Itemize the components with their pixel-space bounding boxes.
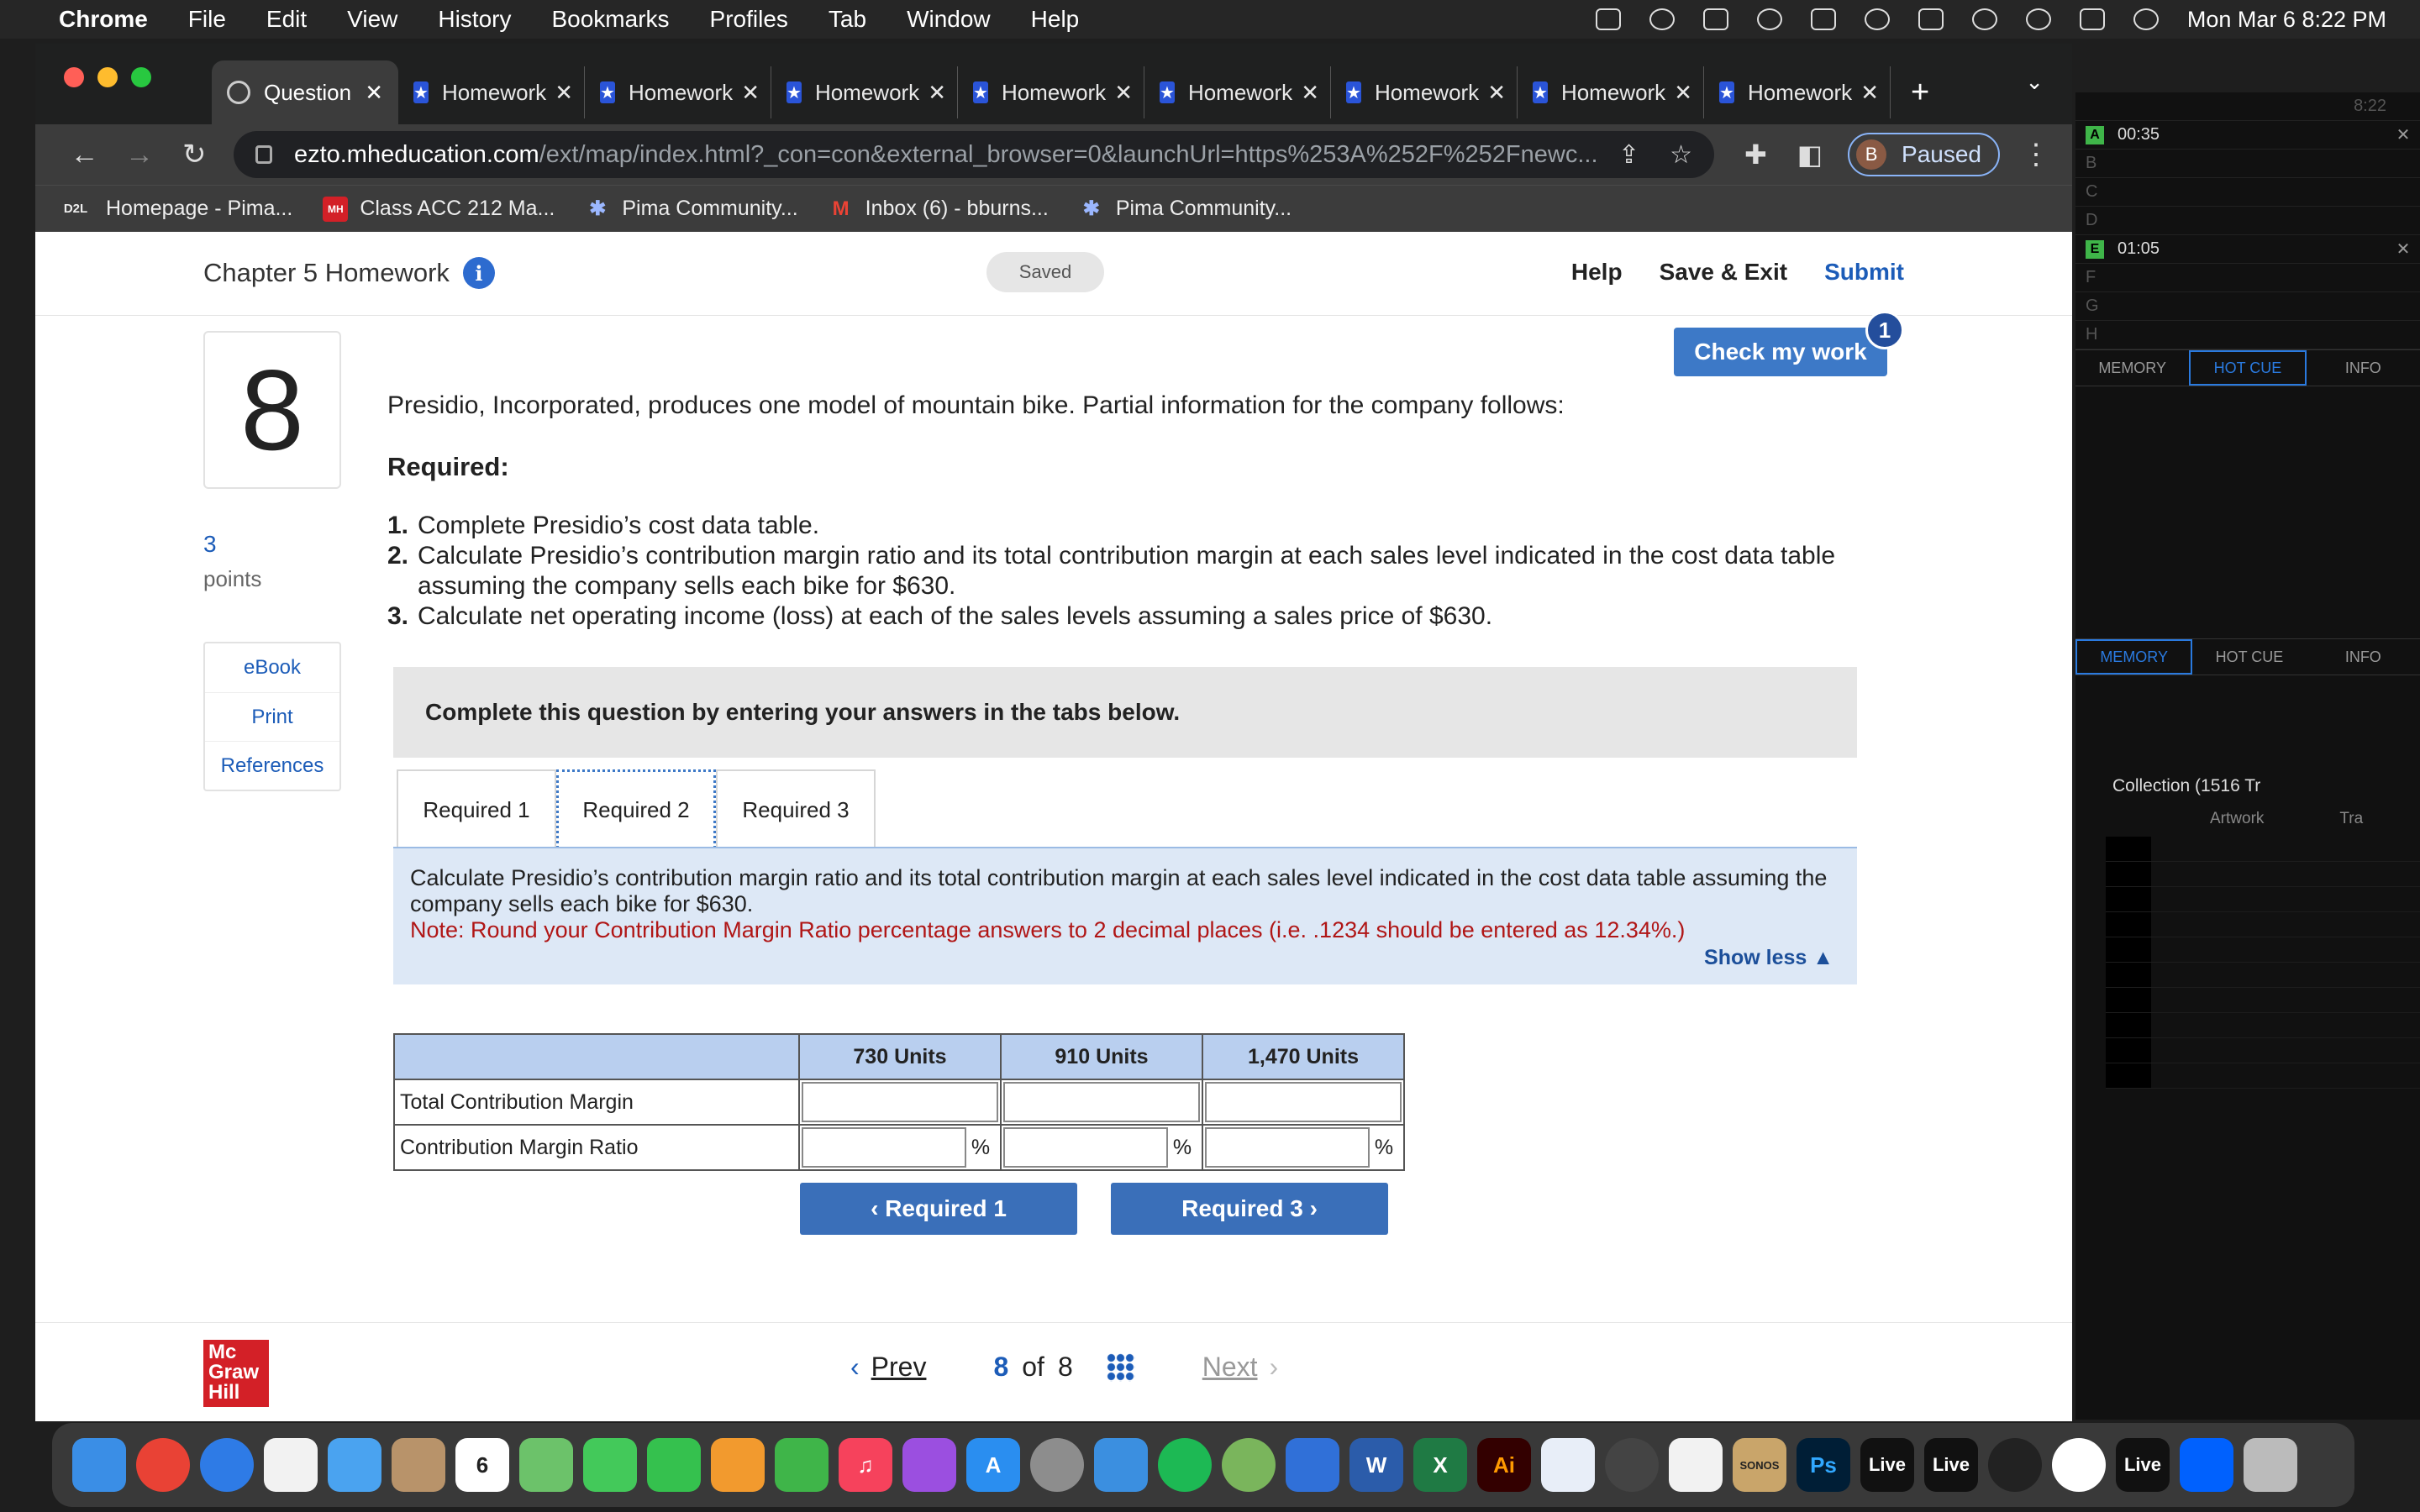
tab-title: Homework	[1374, 79, 1480, 105]
print-link[interactable]: Print	[205, 692, 339, 741]
track-list	[2075, 837, 2420, 1089]
podcasts-icon[interactable]	[902, 1438, 956, 1492]
next-question-link[interactable]: Next	[1202, 1352, 1258, 1382]
instruction-text: Calculate Presidio’s contribution margin ratio and its total contribution margin at each sales level indicated in the cost data table assuming the company sells each bike for $630.	[410, 865, 1828, 916]
bookmark-pima-1[interactable]	[585, 197, 797, 222]
url-host: ezto.mheducation.com	[293, 140, 539, 168]
total-cm-730-input[interactable]	[802, 1082, 998, 1122]
cue-time: 00:35	[2118, 125, 2160, 144]
mcgraw-hill-icon: MH	[323, 197, 348, 222]
show-less-link[interactable]: Show less ▲	[1704, 946, 1833, 969]
table-header-row	[394, 1034, 1404, 1079]
star-icon: ★	[786, 81, 802, 103]
requirement-number: 2.	[387, 542, 409, 570]
bookmark-label: Pima Community...	[622, 197, 798, 220]
spotify-icon[interactable]	[1158, 1438, 1212, 1492]
list-item[interactable]	[2106, 837, 2420, 862]
hot-cue-g[interactable]	[2075, 292, 2420, 321]
tab-title: Homework	[1001, 79, 1107, 105]
tab-homework[interactable]	[585, 66, 771, 118]
cm-ratio-1470-input[interactable]	[1205, 1127, 1370, 1168]
help-link[interactable]: Help	[1570, 259, 1623, 285]
rounding-note: Note: Round your Contribution Margin Ratio percentage answers to 2 decimal places (i.e. .1234 should be entered as 12.34%.)	[410, 917, 1686, 942]
save-exit-link[interactable]: Save & Exit	[1659, 259, 1788, 285]
chevron-left-icon[interactable]: ‹	[850, 1352, 860, 1382]
star-icon: ★	[600, 81, 615, 103]
empty-cue-list	[2075, 386, 2420, 638]
cue-letter: C	[2086, 182, 2098, 201]
maps-icon[interactable]	[519, 1438, 573, 1492]
cue-letter: B	[2086, 154, 2097, 172]
calendar-icon[interactable]: 6	[455, 1438, 509, 1492]
requirement-item	[387, 601, 1900, 632]
tab-title: Homework	[1187, 79, 1293, 105]
finder-icon[interactable]	[72, 1438, 126, 1492]
close-tab-icon[interactable]: ✕	[741, 79, 760, 105]
current-question: 8	[993, 1352, 1009, 1382]
cm-ratio-730-input[interactable]	[802, 1127, 966, 1168]
tab-title: Homework	[441, 79, 547, 105]
list-item[interactable]	[2106, 1038, 2420, 1063]
contacts-icon[interactable]	[392, 1438, 445, 1492]
minimize-window-button[interactable]	[97, 67, 118, 87]
menu-help[interactable]: Help	[1030, 6, 1080, 32]
header-actions	[1571, 259, 1904, 286]
forward-button[interactable]: →	[124, 138, 154, 171]
window-controls	[64, 67, 151, 87]
battery-icon[interactable]	[1918, 8, 1944, 30]
keynote-icon[interactable]	[1094, 1438, 1148, 1492]
pima-icon: ✱	[1082, 197, 1100, 220]
messages-icon[interactable]	[583, 1438, 637, 1492]
bookmarks-bar	[35, 185, 2072, 232]
tab-memory[interactable]: MEMORY	[2098, 359, 2166, 376]
question-grid-icon[interactable]	[1107, 1353, 1135, 1382]
bookmark-label: Homepage - Pima...	[106, 197, 293, 220]
photoshop-icon[interactable]: Ps	[1797, 1438, 1850, 1492]
tab-instructions	[393, 847, 1857, 984]
list-item[interactable]	[2106, 887, 2420, 912]
requirement-text: Complete Presidio’s cost data table.	[418, 512, 820, 539]
cue-letter: F	[2086, 268, 2096, 286]
menubar-clock[interactable]: Mon Mar 6 8:22 PM	[2186, 6, 2386, 32]
bluetooth-icon[interactable]	[1811, 8, 1836, 30]
url-text	[294, 141, 1618, 169]
control-center-icon[interactable]	[2080, 8, 2105, 30]
total-cm-1470-input[interactable]	[1205, 1082, 1402, 1122]
close-tab-icon[interactable]: ✕	[1301, 79, 1319, 105]
requirement-number: 3.	[387, 602, 409, 630]
column-header: 910 Units	[1001, 1034, 1202, 1079]
omnibox-actions	[1618, 140, 1692, 170]
serato-icon[interactable]	[1988, 1438, 2042, 1492]
star-icon: ★	[1346, 81, 1361, 103]
menu-history[interactable]: History	[438, 6, 512, 32]
tab-homework[interactable]	[1331, 66, 1518, 118]
system-settings-icon[interactable]	[1030, 1438, 1084, 1492]
star-icon: ★	[1160, 81, 1175, 103]
tab-homework[interactable]	[1704, 66, 1891, 118]
app-clock: 8:22	[2354, 97, 2386, 115]
row-label: Contribution Margin Ratio	[394, 1125, 799, 1170]
tab-homework[interactable]	[958, 66, 1144, 118]
cue-letter: G	[2086, 297, 2099, 315]
facetime-icon[interactable]	[647, 1438, 701, 1492]
tab-memory[interactable]: MEMORY	[2075, 639, 2192, 675]
side-panel-icon[interactable]: ◧	[1797, 139, 1823, 170]
bookmark-class-acc[interactable]	[323, 197, 555, 222]
cm-ratio-910-cell	[1001, 1125, 1202, 1170]
pencil-app-icon[interactable]	[1286, 1438, 1339, 1492]
tab-title: Homework	[628, 79, 734, 105]
total-cm-910-input[interactable]	[1003, 1082, 1200, 1122]
hot-cue-c[interactable]	[2075, 178, 2420, 207]
star-icon: ★	[973, 81, 988, 103]
browser-toolbar	[35, 124, 2072, 185]
close-window-button[interactable]	[64, 67, 84, 87]
close-tab-icon[interactable]: ✕	[1114, 79, 1133, 105]
chevron-right-icon[interactable]: ›	[1269, 1352, 1279, 1382]
mcgraw-hill-logo: Mc Graw Hill	[203, 1340, 269, 1407]
play-icon[interactable]	[1865, 8, 1890, 30]
page-title	[203, 257, 495, 289]
close-tab-icon[interactable]: ✕	[928, 79, 946, 105]
bookmark-label: Pima Community...	[1115, 197, 1292, 220]
chrome-canary-icon[interactable]	[1222, 1438, 1276, 1492]
profile-status: Paused	[1902, 141, 1981, 167]
info-icon[interactable]: i	[463, 257, 495, 289]
close-tab-icon[interactable]: ✕	[555, 79, 573, 105]
assignment-header	[35, 232, 2072, 316]
chrome-window	[35, 44, 2072, 1421]
cloud-icon[interactable]	[1649, 8, 1675, 30]
lock-icon[interactable]	[255, 145, 272, 164]
tab-required-2[interactable]: Required 2	[556, 769, 716, 848]
close-icon[interactable]: ✕	[2396, 126, 2411, 144]
prev-question-link[interactable]: Prev	[871, 1352, 927, 1382]
sonos-icon[interactable]: SONOS	[1733, 1438, 1786, 1492]
cue-letter: A	[2086, 126, 2104, 144]
requirement-number: 1.	[387, 512, 409, 539]
bookmark-gmail[interactable]	[829, 197, 1049, 222]
app-clock-row	[2075, 92, 2420, 121]
hot-cue-d[interactable]	[2075, 207, 2420, 235]
tab-hot-cue[interactable]: HOT CUE	[2215, 648, 2284, 665]
wifi-icon[interactable]	[1972, 8, 1997, 30]
requirement-text: Calculate net operating income (loss) at each of the sales levels assuming a sales price of $630.	[418, 602, 1493, 630]
next-required-button[interactable]: Required 3 ›	[1111, 1183, 1388, 1235]
total-cm-730-cell	[799, 1079, 1001, 1125]
grammarly-icon[interactable]	[1757, 8, 1782, 30]
requirement-item	[387, 511, 1900, 541]
menu-file[interactable]: File	[187, 6, 226, 32]
tab-homework[interactable]	[398, 66, 585, 118]
collection-columns	[2075, 810, 2420, 828]
total-questions: 8	[1057, 1352, 1073, 1382]
cue-letter: H	[2086, 325, 2098, 344]
of-label: of	[1022, 1352, 1044, 1382]
contribution-margin-table	[393, 1033, 1405, 1171]
total-cm-910-cell	[1001, 1079, 1202, 1125]
close-tab-icon[interactable]: ✕	[1674, 79, 1692, 105]
close-tab-icon[interactable]: ✕	[1860, 79, 1879, 105]
header-blank	[394, 1034, 799, 1079]
bookmark-pima-2[interactable]	[1079, 197, 1292, 222]
illustrator-icon[interactable]: Ai	[1477, 1438, 1531, 1492]
prev-required-button[interactable]: ‹ Required 1	[800, 1183, 1077, 1235]
percent-sign: %	[1172, 1135, 1192, 1159]
ebook-link[interactable]: eBook	[243, 656, 302, 679]
hot-cue-b[interactable]	[2075, 150, 2420, 178]
d2l-icon: D2L	[63, 202, 88, 216]
submit-link[interactable]: Submit	[1824, 259, 1904, 285]
question-pager	[850, 1352, 1278, 1383]
pages-icon[interactable]	[711, 1438, 765, 1492]
percent-sign: %	[971, 1135, 991, 1159]
dropbox-icon[interactable]	[2180, 1438, 2233, 1492]
column-header: 730 Units	[799, 1034, 1001, 1079]
list-item[interactable]	[2106, 937, 2420, 963]
resource-links	[203, 642, 341, 791]
back-button[interactable]: ←	[70, 138, 99, 171]
numbers-icon[interactable]	[775, 1438, 829, 1492]
bookmark-label: Class ACC 212 Ma...	[360, 197, 555, 220]
artwork-column[interactable]: Artwork	[2210, 810, 2265, 827]
points-value: 3	[203, 531, 217, 557]
grid-app-icon[interactable]	[1541, 1438, 1595, 1492]
music-icon[interactable]: ♫	[839, 1438, 892, 1492]
tab-title: Homework	[1747, 79, 1853, 105]
address-bar[interactable]	[234, 131, 1714, 178]
ilustrator-app-icon[interactable]	[1669, 1438, 1723, 1492]
excel-icon[interactable]: X	[1413, 1438, 1467, 1492]
percent-sign: %	[1374, 1135, 1394, 1159]
tab-strip	[35, 44, 2072, 124]
reload-button[interactable]: ↻	[182, 139, 207, 171]
menu-tab[interactable]: Tab	[828, 6, 867, 32]
list-item[interactable]	[2106, 988, 2420, 1013]
pima-icon: ✱	[589, 197, 607, 220]
list-item[interactable]	[2106, 1013, 2420, 1038]
menu-app-name[interactable]: Chrome	[59, 6, 148, 32]
tab-question[interactable]	[212, 60, 398, 124]
tab-title: Homework	[1560, 79, 1666, 105]
question-number: 8	[203, 331, 341, 489]
chrome-icon[interactable]	[136, 1438, 190, 1492]
word-icon[interactable]: W	[1349, 1438, 1403, 1492]
zoom-window-button[interactable]	[131, 67, 151, 87]
menu-bookmarks[interactable]: Bookmarks	[551, 6, 670, 32]
profile-button[interactable]	[1848, 133, 2000, 176]
siri-icon[interactable]	[2133, 8, 2159, 30]
dj-app-panel	[2075, 92, 2420, 1420]
hot-cue-h[interactable]	[2075, 321, 2420, 349]
tab-title: Homework	[814, 79, 920, 105]
menu-window[interactable]: Window	[907, 6, 991, 32]
points-label: points	[203, 566, 262, 591]
safari-icon[interactable]	[200, 1438, 254, 1492]
ableton-live-icon[interactable]: Live	[1860, 1438, 1914, 1492]
cue-letter: D	[2086, 211, 2098, 229]
cue-time: 01:05	[2118, 239, 2160, 258]
check-my-work-button[interactable]: Check my work	[1674, 328, 1887, 376]
tabs	[212, 60, 1944, 124]
bolt-app-icon[interactable]	[2052, 1438, 2106, 1492]
new-tab-button[interactable]: +	[1911, 74, 1930, 110]
globe-icon	[227, 81, 250, 104]
requirement-item	[387, 541, 1900, 601]
app-store-icon[interactable]: A	[966, 1438, 1020, 1492]
tab-required-1[interactable]: Required 1	[397, 769, 556, 848]
menu-view[interactable]: View	[347, 6, 398, 32]
extensions-puzzle-icon[interactable]: ✚	[1744, 139, 1767, 170]
points-info	[203, 531, 261, 592]
search-icon[interactable]	[2026, 8, 2051, 30]
total-cm-1470-cell	[1202, 1079, 1404, 1125]
share-icon[interactable]: ⇪	[1618, 140, 1640, 169]
collection-title[interactable]: Collection (1516 Tr	[2112, 776, 2261, 795]
ableton-live-3-icon[interactable]: Live	[2116, 1438, 2170, 1492]
cue-letter: E	[2086, 240, 2104, 259]
track-column[interactable]: Tra	[2339, 810, 2364, 827]
requirement-text: Calculate Presidio’s contribution margin ratio and its total contribution margin at each sales level indicated in the cost data table assuming the company sells each bike for $630.	[418, 542, 1836, 600]
menu-edit[interactable]: Edit	[266, 6, 308, 32]
trash-icon[interactable]	[2244, 1438, 2297, 1492]
complete-instructions: Complete this question by entering your answers in the tabs below.	[393, 667, 1857, 758]
hot-cue-f[interactable]	[2075, 264, 2420, 292]
required-heading: Required:	[387, 452, 509, 481]
hot-cue-e[interactable]	[2075, 235, 2420, 264]
star-icon: ★	[1719, 81, 1734, 103]
tab-required-3[interactable]: Required 3	[716, 769, 876, 848]
hot-cue-a[interactable]	[2075, 121, 2420, 150]
macos-dock	[52, 1423, 2354, 1507]
chrome-menu-icon[interactable]: ⋮	[2022, 139, 2050, 171]
ableton-live-2-icon[interactable]: Live	[1924, 1438, 1978, 1492]
tab-homework[interactable]	[1518, 66, 1704, 118]
requirements-list	[387, 511, 1900, 632]
tab-homework[interactable]	[1144, 66, 1331, 118]
table-row	[394, 1079, 1404, 1125]
deck-tabs-bottom	[2075, 638, 2420, 675]
avatar: B	[1856, 139, 1886, 170]
tab-title: Question	[264, 79, 352, 105]
assignment-title: Chapter 5 Homework	[203, 258, 450, 287]
required-tabs	[397, 769, 876, 848]
bookmark-d2l[interactable]	[57, 197, 292, 222]
menubar-status-area	[1596, 0, 2386, 39]
macos-menubar	[0, 0, 2420, 39]
gmail-icon: M	[832, 197, 850, 220]
cm-ratio-1470-cell	[1202, 1125, 1404, 1170]
list-item[interactable]	[2106, 862, 2420, 887]
references-link[interactable]: References	[205, 741, 339, 790]
list-item[interactable]	[2106, 1063, 2420, 1089]
mail-icon[interactable]	[328, 1438, 381, 1492]
menu-profiles[interactable]: Profiles	[709, 6, 788, 32]
close-tab-icon[interactable]: ✕	[365, 79, 383, 105]
row-label: Total Contribution Margin	[394, 1079, 799, 1125]
reminders-icon[interactable]	[264, 1438, 318, 1492]
list-item[interactable]	[2106, 912, 2420, 937]
list-item[interactable]	[2106, 963, 2420, 988]
tab-info[interactable]: INFO	[2344, 359, 2381, 376]
color-wheel-icon[interactable]	[1605, 1438, 1659, 1492]
deck-tabs-top	[2075, 349, 2420, 386]
url-path: /ext/map/index.html?_con=con&external_browser=0&launchUrl=https%253A%252F%252Fnewc...	[539, 140, 1598, 168]
cm-ratio-730-cell	[799, 1125, 1001, 1170]
close-icon[interactable]: ✕	[2396, 240, 2411, 259]
close-tab-icon[interactable]: ✕	[1487, 79, 1506, 105]
question-intro: Presidio, Incorporated, produces one model of mountain bike. Partial information for the company follows:	[387, 391, 1565, 419]
check-count-badge: 1	[1865, 311, 1904, 349]
star-icon: ★	[1533, 81, 1548, 103]
question-footer	[35, 1322, 2072, 1421]
tab-search-chevron-icon[interactable]: ⌄	[2025, 69, 2044, 94]
outlook-icon[interactable]	[1596, 8, 1621, 30]
column-header: 1,470 Units	[1202, 1034, 1404, 1079]
tab-hot-cue[interactable]: HOT CUE	[2189, 350, 2306, 386]
cm-ratio-910-input[interactable]	[1003, 1127, 1168, 1168]
star-icon: ★	[413, 81, 429, 103]
bookmark-label: Inbox (6) - bburns...	[865, 197, 1049, 220]
tab-homework[interactable]	[771, 66, 958, 118]
table-row	[394, 1125, 1404, 1170]
bookmark-star-icon[interactable]: ☆	[1670, 140, 1692, 169]
tab-info[interactable]: INFO	[2344, 648, 2381, 665]
bolt-icon[interactable]	[1703, 8, 1728, 30]
saved-status-badge: Saved	[986, 252, 1104, 292]
